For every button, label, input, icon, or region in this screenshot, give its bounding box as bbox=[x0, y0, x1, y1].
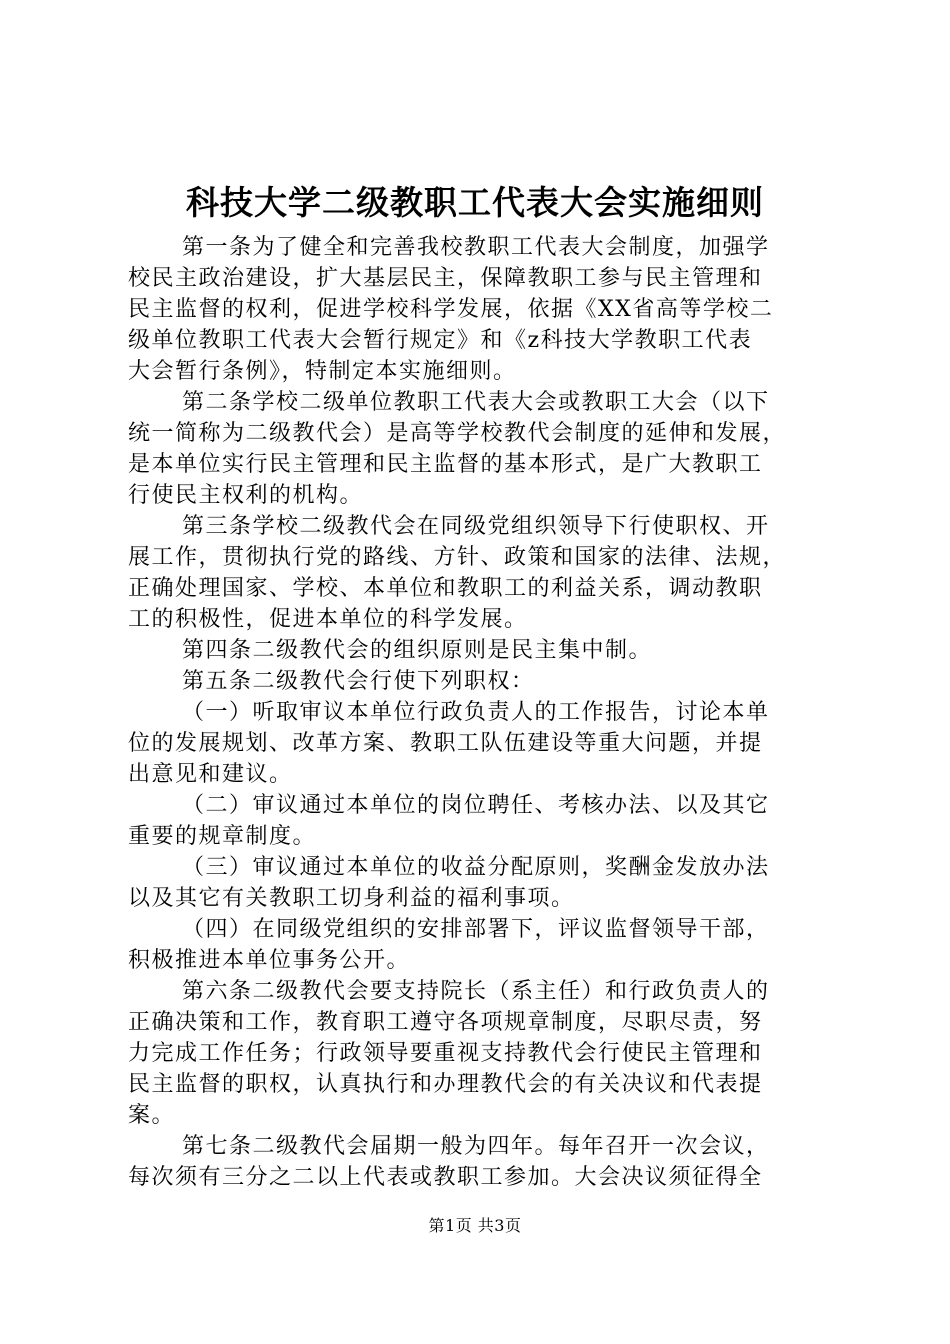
text-line: 以及其它有关教职工切身利益的福利事项。 bbox=[128, 886, 575, 911]
text-line: 第四条二级教代会的组织原则是民主集中制。 bbox=[182, 638, 653, 663]
text-line: 正确决策和工作，教育职工遵守各项规章制度，尽职尽责，努 bbox=[128, 1010, 763, 1035]
text-line: 力完成工作任务；行政领导要重视支持教代会行使民主管理和 bbox=[128, 1041, 763, 1066]
text-line: 正确处理国家、学校、本单位和教职工的利益关系，调动教职 bbox=[128, 576, 763, 601]
text-line: 大会暂行条例》，特制定本实施细则。 bbox=[128, 359, 517, 384]
document-title: 科技大学二级教职工代表大会实施细则 bbox=[186, 183, 764, 222]
text-line: 民主监督的职权，认真执行和办理教代会的有关决议和代表提 bbox=[128, 1072, 763, 1097]
text-line: 积极推进本单位事务公开。 bbox=[128, 948, 411, 973]
text-line: 展工作，贯彻执行党的路线、方针、政策和国家的法律、法规， bbox=[128, 545, 787, 570]
text-line: 重要的规章制度。 bbox=[128, 824, 317, 849]
page-footer: 第1页 共3页 bbox=[428, 1216, 522, 1235]
text-line: 第一条为了健全和完善我校教职工代表大会制度，加强学 bbox=[182, 235, 770, 260]
text-line: 案。 bbox=[128, 1103, 176, 1128]
text-line: 统一简称为二级教代会）是高等学校教代会制度的延伸和发展， bbox=[128, 421, 787, 446]
text-line: 工的积极性，促进本单位的科学发展。 bbox=[128, 607, 528, 632]
text-line: 第六条二级教代会要支持院长（系主任）和行政负责人的 bbox=[182, 979, 770, 1004]
text-line: 是本单位实行民主管理和民主监督的基本形式，是广大教职工 bbox=[128, 452, 763, 477]
text-line: 校民主政治建设，扩大基层民主，保障教职工参与民主管理和 bbox=[128, 266, 763, 291]
text-line: 第二条学校二级单位教职工代表大会或教职工大会（以下 bbox=[182, 390, 770, 415]
text-line: 第五条二级教代会行使下列职权： bbox=[182, 669, 535, 694]
text-line: 位的发展规划、改革方案、教职工队伍建设等重大问题，并提 bbox=[128, 731, 763, 756]
text-line: （三）审议通过本单位的收益分配原则，奖酬金发放办法 bbox=[182, 855, 770, 880]
text-line: 行使民主权利的机构。 bbox=[128, 483, 364, 508]
text-line: （二）审议通过本单位的岗位聘任、考核办法、以及其它 bbox=[182, 793, 770, 818]
text-line: 级单位教职工代表大会暂行规定》和《z科技大学教职工代表 bbox=[128, 328, 753, 353]
text-line: 第七条二级教代会届期一般为四年。每年召开一次会议， bbox=[182, 1134, 770, 1159]
text-line: 第三条学校二级教代会在同级党组织领导下行使职权、开 bbox=[182, 514, 770, 539]
text-line: 每次须有三分之二以上代表或教职工参加。大会决议须征得全 bbox=[128, 1165, 763, 1190]
text-line: 出意见和建议。 bbox=[128, 762, 293, 787]
text-line: （四）在同级党组织的安排部署下，评议监督领导干部， bbox=[182, 917, 770, 942]
document-body bbox=[128, 232, 832, 1193]
text-line: 民主监督的权利，促进学校科学发展，依据《XX省高等学校二 bbox=[128, 297, 774, 322]
text-line: （一）听取审议本单位行政负责人的工作报告，讨论本单 bbox=[182, 700, 770, 725]
